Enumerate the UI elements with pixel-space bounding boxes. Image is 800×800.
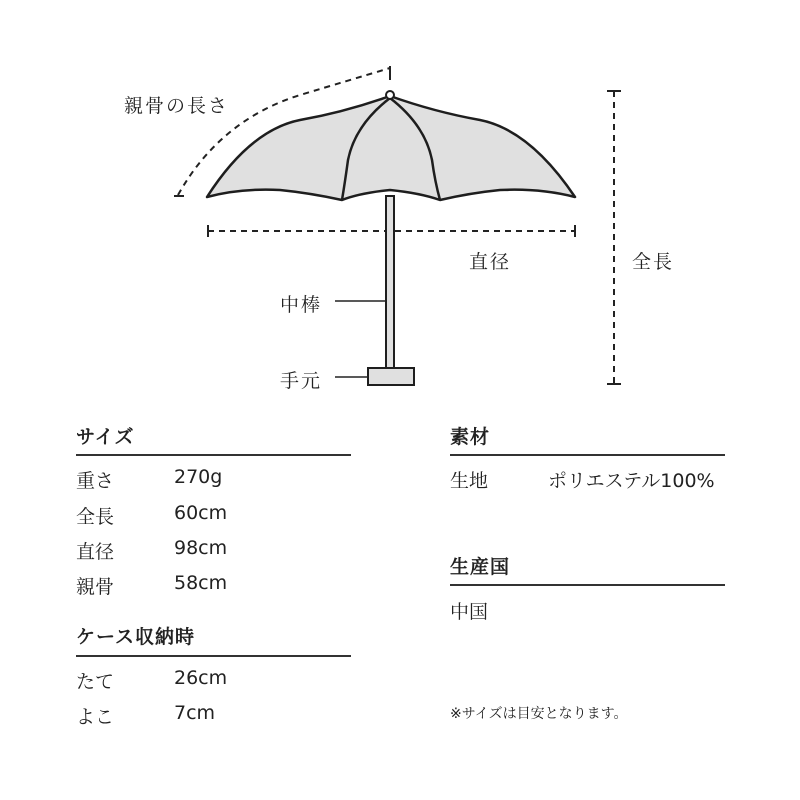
diameter-label: 直径 xyxy=(469,251,512,273)
umbrella-handle xyxy=(368,368,414,385)
size-section-title: サイズ xyxy=(76,426,135,448)
umbrella-canopy xyxy=(207,96,575,200)
rib-length-label: 親骨の長さ xyxy=(124,95,230,117)
case-row-key: たて xyxy=(76,671,115,693)
origin-section-divider xyxy=(450,584,725,586)
handle-label: 手元 xyxy=(280,370,323,392)
total-length-label: 全長 xyxy=(632,251,675,273)
case-row-value: 7cm xyxy=(174,702,216,724)
size-row-value: 98cm xyxy=(174,537,228,559)
size-row-key: 全長 xyxy=(76,506,115,528)
material-section-divider xyxy=(450,454,725,456)
size-disclaimer-note: ※サイズは目安となります。 xyxy=(450,706,628,722)
umbrella-shaft xyxy=(386,196,394,368)
size-row-value: 58cm xyxy=(174,572,228,594)
shaft-label: 中棒 xyxy=(280,294,323,316)
case-section-divider xyxy=(76,655,351,657)
size-row-value: 270g xyxy=(174,466,223,488)
material-row-value: ポリエステル100% xyxy=(548,470,715,492)
umbrella-tip xyxy=(386,91,394,99)
size-row-value: 60cm xyxy=(174,502,228,524)
size-section-divider xyxy=(76,454,351,456)
size-row-key: 直径 xyxy=(76,541,115,563)
origin-section-title: 生産国 xyxy=(450,556,511,578)
case-row-key: よこ xyxy=(76,706,115,728)
size-row-key: 重さ xyxy=(76,470,115,492)
case-row-value: 26cm xyxy=(174,667,228,689)
material-row-key: 生地 xyxy=(450,470,489,492)
case-section-title: ケース収納時 xyxy=(76,626,196,648)
size-row-key: 親骨 xyxy=(76,576,115,598)
material-section-title: 素材 xyxy=(450,426,491,448)
origin-value: 中国 xyxy=(450,601,489,623)
